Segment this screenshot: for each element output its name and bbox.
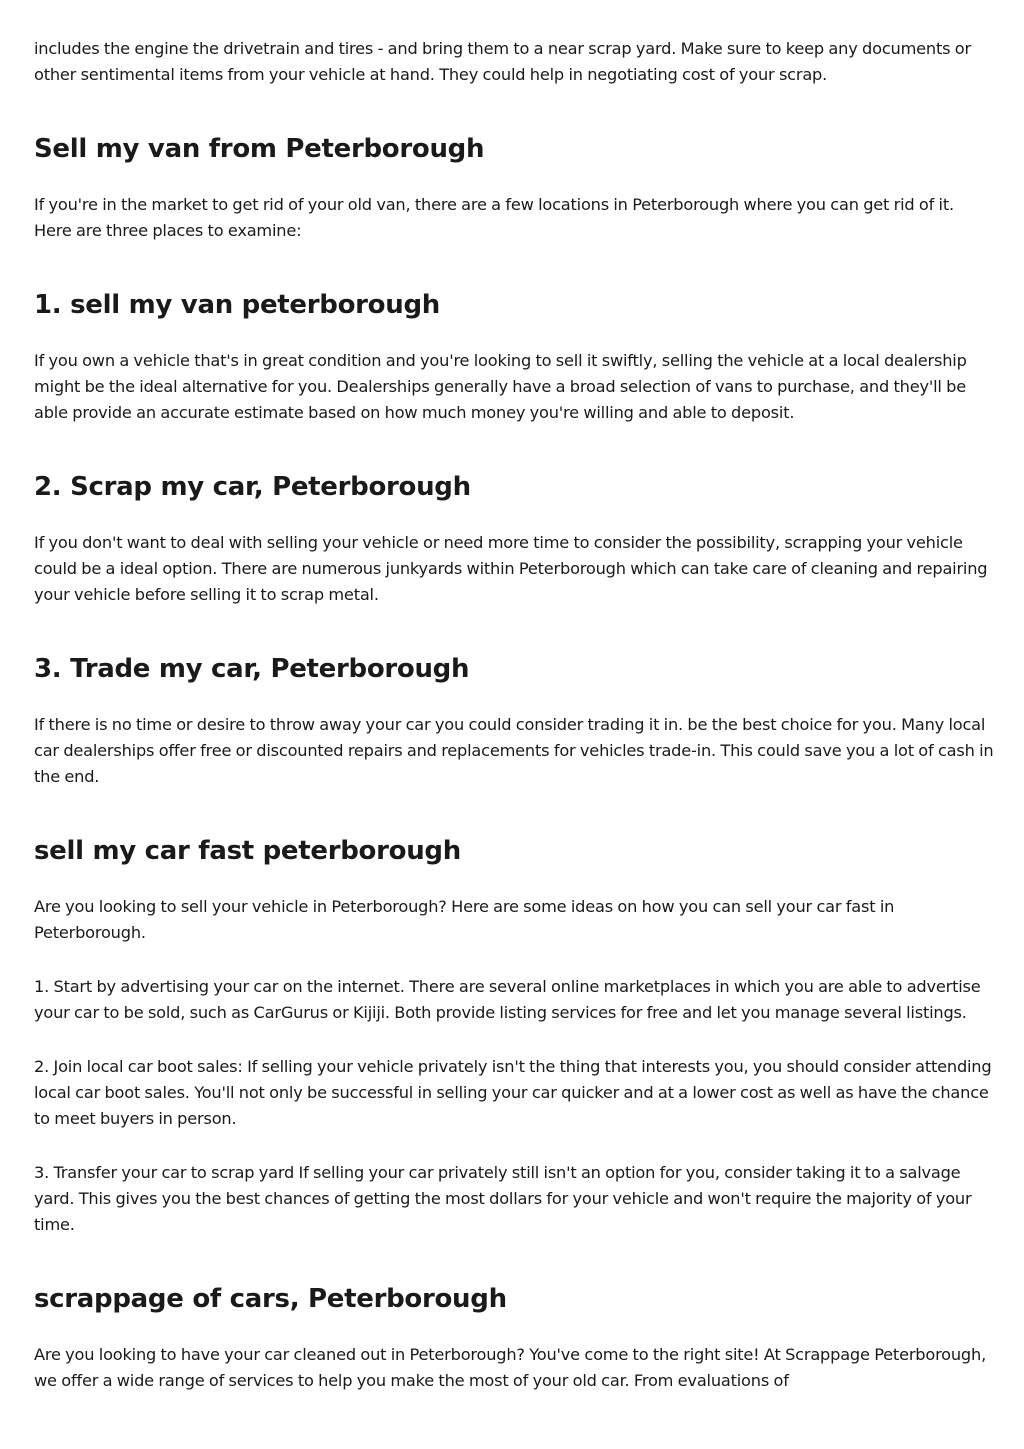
heading-trade-my-car: 3. Trade my car, Peterborough <box>34 654 470 684</box>
trade-my-car-paragraph: If there is no time or desire to throw away your car you could consider trading it in. be the best choice for you. Many local car dealerships offer free or discounted repairs and replacements for vehicles trade-in. This could save you a lot of cash in the end. <box>34 715 994 786</box>
document-page <box>34 36 994 1394</box>
tip-3-paragraph: 3. Transfer your car to scrap yard If selling your car privately still isn't an option for you, consider taking it to a salvage yard. This gives you the best chances of getting the most dollars for your vehicle and won't require the majority of your time. <box>34 1163 972 1234</box>
tip-1-paragraph: 1. Start by advertising your car on the internet. There are several online marketplaces in which you are able to advertise your car to be sold, such as CarGurus or Kijiji. Both provide listing services for free and let you manage several listings. <box>34 977 981 1022</box>
tip-2-paragraph: 2. Join local car boot sales: If selling your vehicle privately isn't the thing that interests you, you should consider attending local car boot sales. You'll not only be successful in selling your car quicker and at a lower cost as well as have the chance to meet buyers in person. <box>34 1057 992 1128</box>
scrappage-paragraph: Are you looking to have your car cleaned out in Peterborough? You've come to the right site! At Scrappage Peterborough, we offer a wide range of services to help you make the most of your old car. From evaluations of <box>34 1345 987 1390</box>
dealership-paragraph: If you own a vehicle that's in great condition and you're looking to sell it swiftly, selling the vehicle at a local dealership might be the ideal alternative for you. Dealerships generally have a broad selection of vans to purchase, and they'll be able provide an accurate estimate based on how much money you're willing and able to deposit. <box>34 351 967 422</box>
scrap-my-car-paragraph: If you don't want to deal with selling your vehicle or need more time to consider the possibility, scrapping your vehicle could be a ideal option. There are numerous junkyards within Peterborough which can take care of cleaning and repairing your vehicle before selling it to scrap metal. <box>34 533 988 604</box>
intro-paragraph: includes the engine the drivetrain and tires - and bring them to a near scrap yard. Make sure to keep any documents or other sentimental items from your vehicle at hand. They could help in negotiating cost of your scrap. <box>34 39 971 84</box>
heading-sell-my-van: Sell my van from Peterborough <box>34 134 485 164</box>
heading-sell-my-car-fast: sell my car fast peterborough <box>34 836 461 866</box>
sell-fast-intro-paragraph: Are you looking to sell your vehicle in Peterborough? Here are some ideas on how you can sell your car fast in Peterborough. <box>34 897 895 942</box>
heading-sell-my-van-peterborough: 1. sell my van peterborough <box>34 290 440 320</box>
heading-scrappage-of-cars: scrappage of cars, Peterborough <box>34 1284 507 1314</box>
heading-scrap-my-car: 2. Scrap my car, Peterborough <box>34 472 471 502</box>
sell-my-van-paragraph: If you're in the market to get rid of your old van, there are a few locations in Peterborough where you can get rid of it. Here are three places to examine: <box>34 195 954 240</box>
